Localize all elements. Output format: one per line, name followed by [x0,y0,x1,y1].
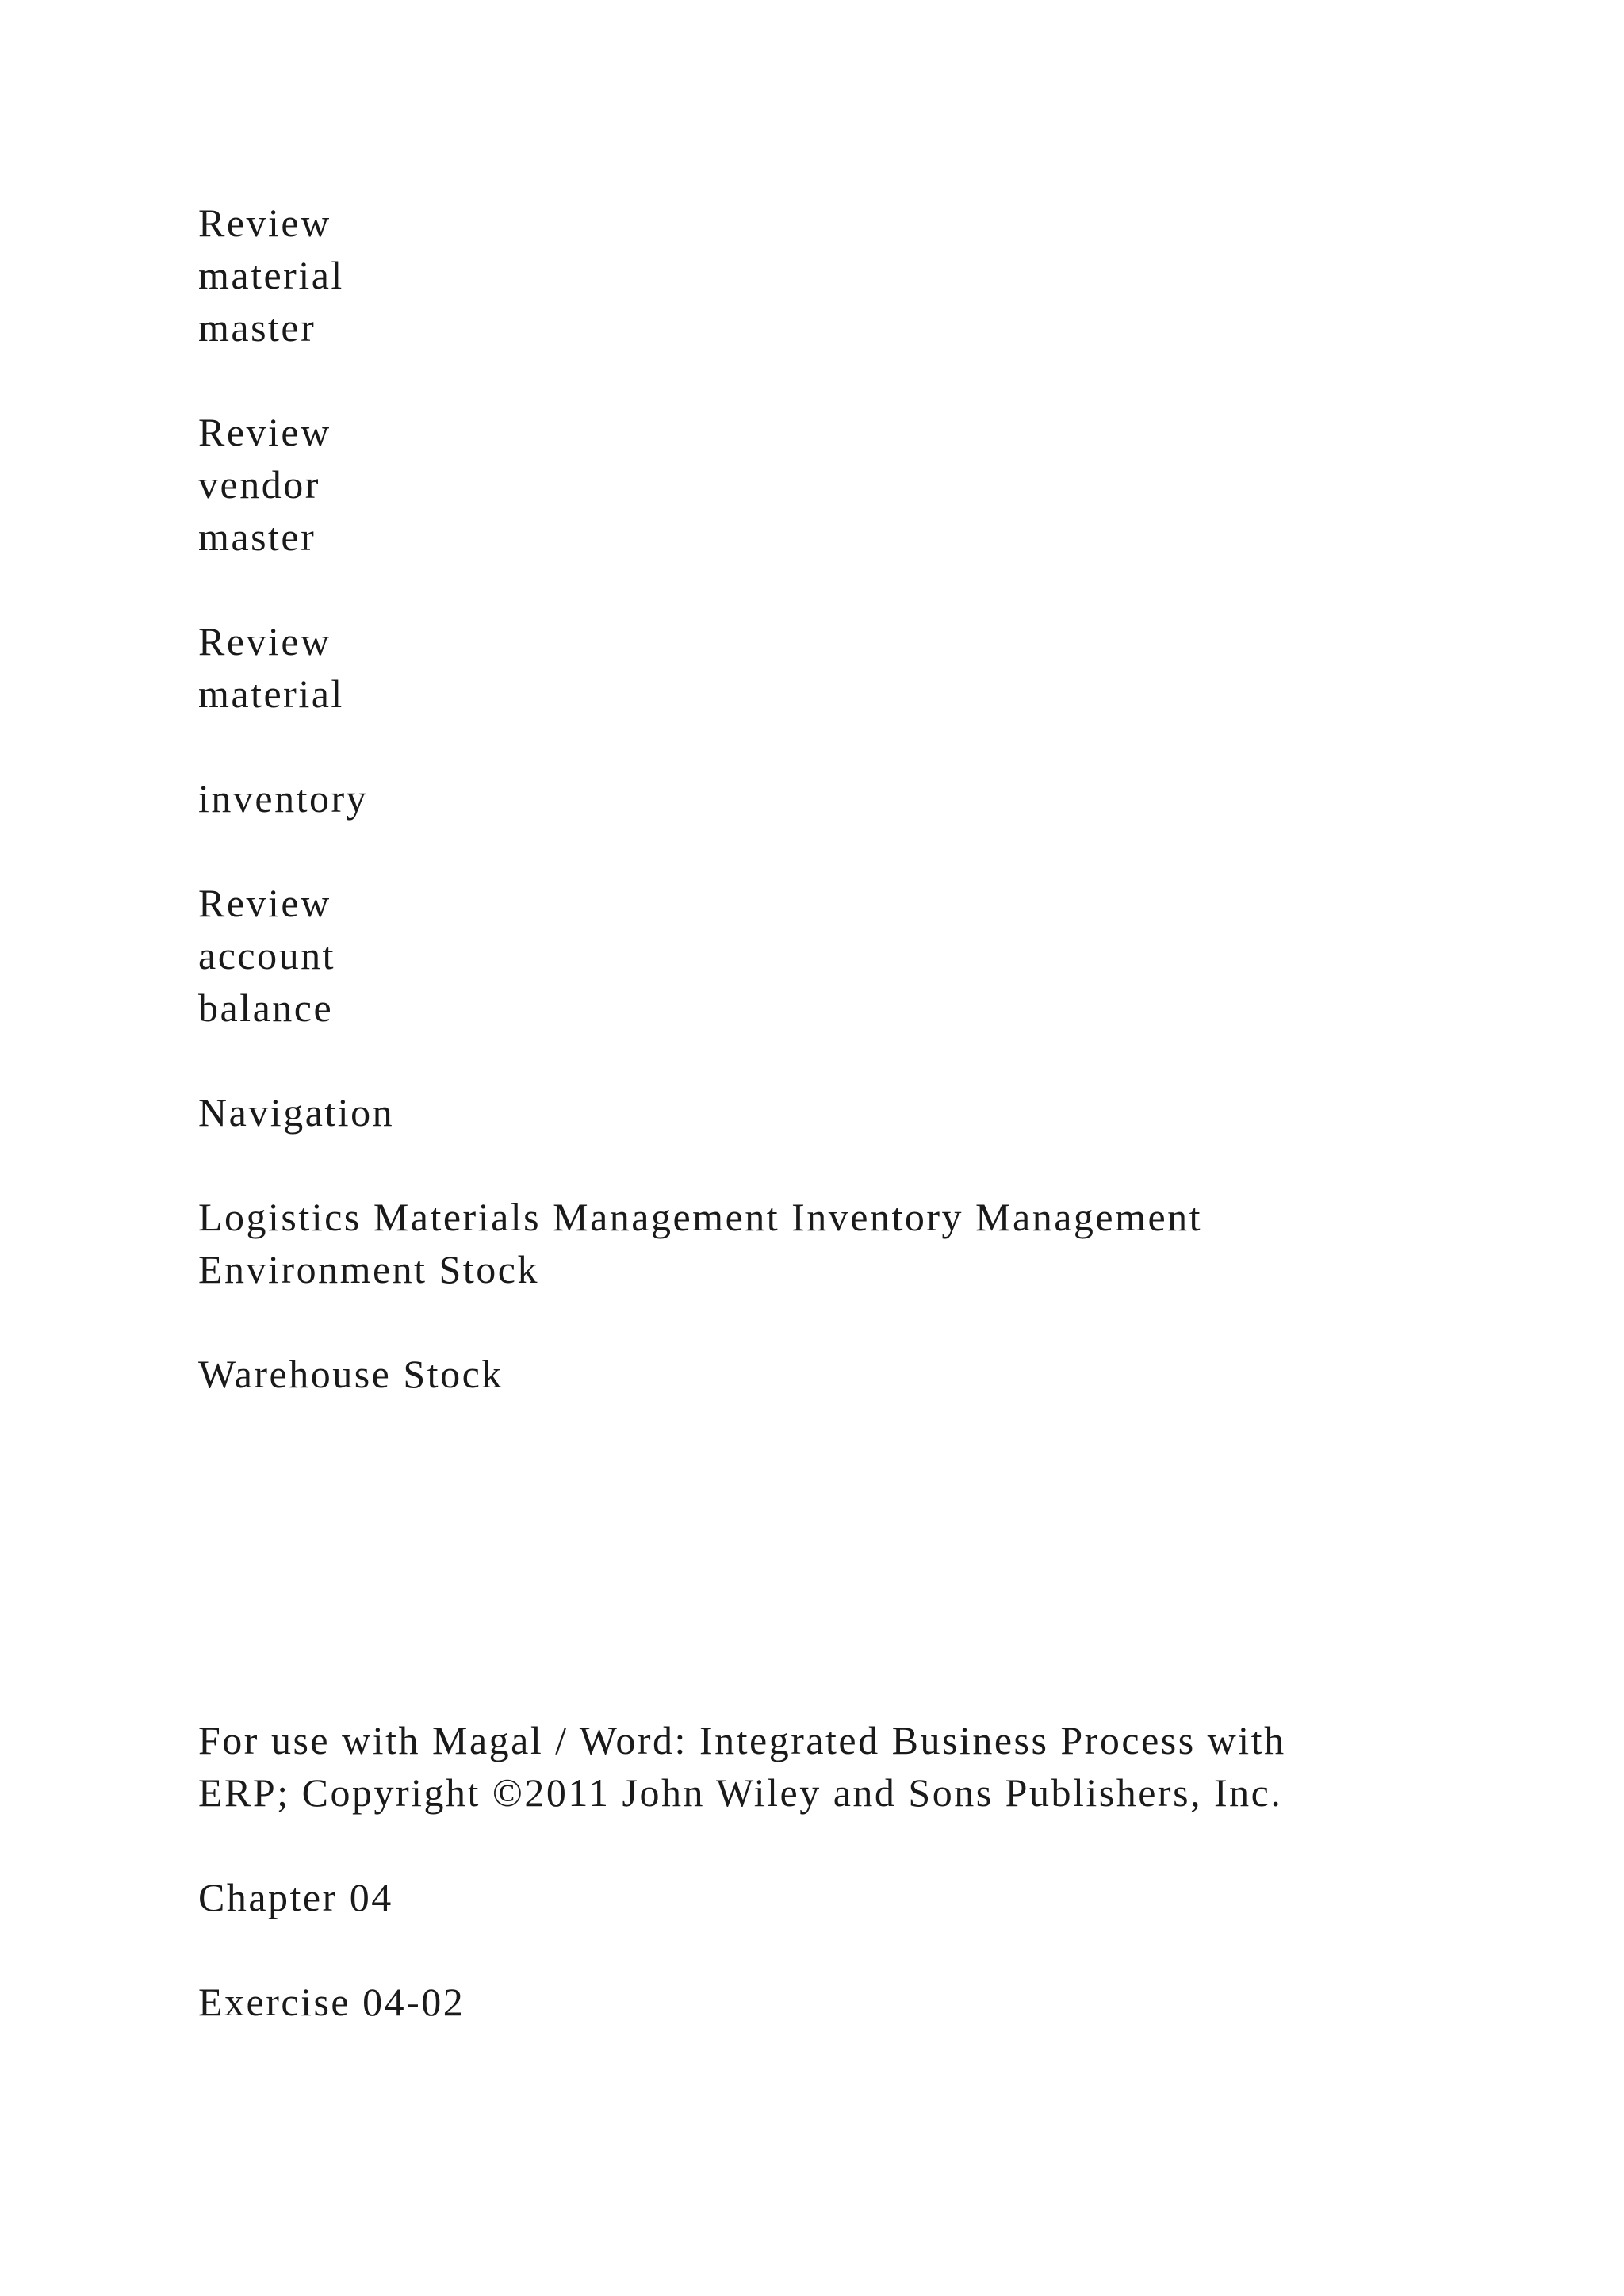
text-line-material-2: material [198,672,344,716]
text-line-review-2: Review [198,410,331,454]
text-line-review-1: Review [198,201,331,245]
text-line-master-1: master [198,305,316,350]
text-line-review-4: Review [198,881,331,925]
text-line-warehouse-stock: Warehouse Stock [198,1352,504,1396]
text-line-chapter: Chapter 04 [198,1875,393,1919]
text-line-review-3: Review [198,619,331,664]
text-line-vendor: vendor [198,462,320,507]
text-line-copyright-1: For use with Magal / Word: Integrated Business Process with [198,1718,1286,1762]
text-line-material-1: material [198,253,344,297]
text-line-inventory: inventory [198,776,369,821]
text-line-balance: balance [198,985,334,1030]
text-line-account: account [198,933,335,978]
text-line-copyright-2: ERP; Copyright ©2011 John Wiley and Sons Publishers, Inc. [198,1770,1283,1815]
text-line-navigation-path-2: Environment Stock [198,1247,539,1292]
text-line-exercise: Exercise 04-02 [198,1980,465,2024]
text-line-navigation-heading: Navigation [198,1090,395,1135]
text-line-master-2: master [198,515,316,559]
text-line-navigation-path-1: Logistics Materials Management Inventory Management [198,1195,1203,1239]
